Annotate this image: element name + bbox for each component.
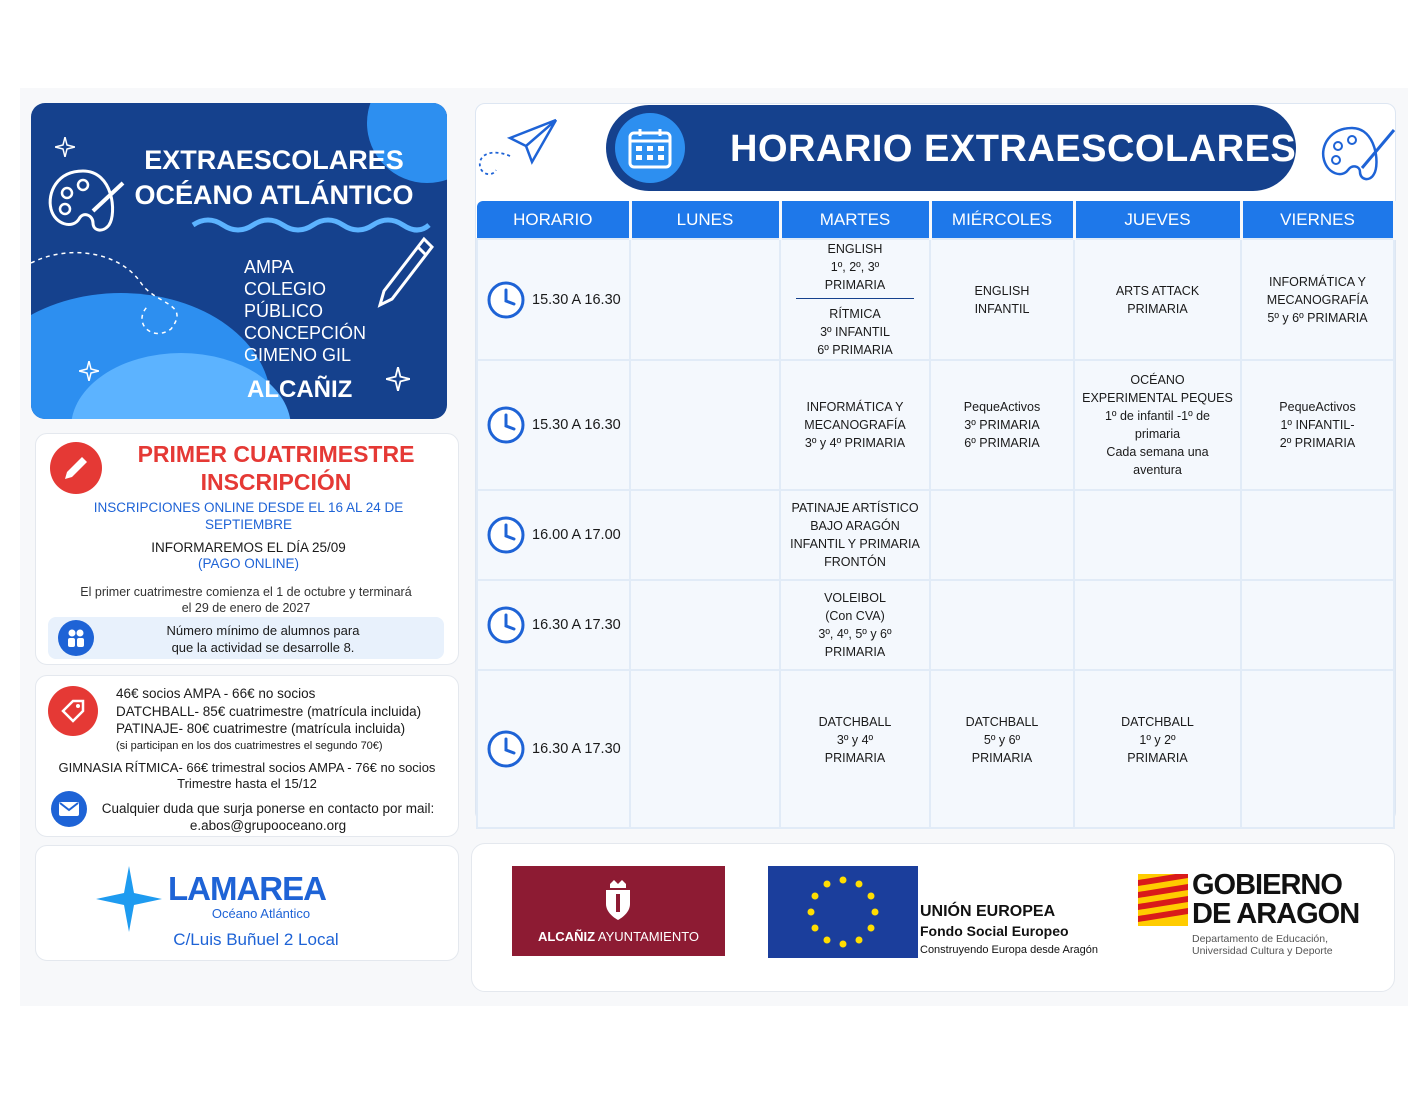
activity-line: 6º PRIMARIA xyxy=(817,343,893,357)
activity-line: 3º INFANTIL xyxy=(820,325,890,339)
minimum-students-text xyxy=(128,622,398,656)
header-lunes: LUNES xyxy=(630,201,780,239)
hero-title xyxy=(31,143,447,213)
activity-line: PequeActivos xyxy=(963,400,1041,414)
activity-line: PRIMARIA xyxy=(971,751,1033,765)
price-line: PATINAJE- 80€ cuatrimestre (matrícula incluida) xyxy=(116,721,406,736)
aragon-line2: DE ARAGON xyxy=(1192,898,1360,930)
clock-icon xyxy=(486,605,526,645)
pencil-badge-icon xyxy=(50,442,102,494)
cell-martes xyxy=(780,239,930,360)
time-cell xyxy=(477,490,630,580)
activity-line: DATCHBALL xyxy=(965,715,1039,729)
eu-stars-icon xyxy=(768,866,918,958)
activity-line: primaria xyxy=(1134,427,1181,441)
sparkle-icon xyxy=(79,361,99,381)
palette-icon xyxy=(1318,124,1398,186)
aragon-line1: GOBIERNO xyxy=(1192,869,1342,901)
alcaniz-ayuntamiento: AYUNTAMIENTO xyxy=(595,929,700,944)
cell-viernes xyxy=(1241,239,1394,360)
la-marea-address: C/Luis Buñuel 2 Local xyxy=(173,930,339,949)
time-cell xyxy=(477,360,630,490)
cell-jueves xyxy=(1074,490,1241,580)
cell-lunes xyxy=(630,670,780,828)
header-miercoles: MIÉRCOLES xyxy=(930,201,1074,239)
activity-line: VOLEIBOL xyxy=(824,591,886,605)
aragon-sub1: Departamento de Educación, xyxy=(1192,933,1329,945)
contact-line1: Cualquier duda que surja ponerse en contacto por mail: xyxy=(101,801,435,816)
calendar-icon xyxy=(615,113,685,183)
min-line1: Número mínimo de alumnos para xyxy=(166,623,360,638)
activity-line: PRIMARIA xyxy=(824,751,886,765)
activity-line: aventura xyxy=(1133,463,1182,477)
time-label: 16.00 A 17.00 xyxy=(532,527,621,543)
cell-jueves xyxy=(1074,670,1241,828)
activity-line: 5º y 6º xyxy=(983,733,1021,747)
cell-lunes xyxy=(630,490,780,580)
price-list xyxy=(116,685,421,755)
mail-icon xyxy=(51,791,87,827)
cell-lunes xyxy=(630,360,780,490)
contact-email[interactable]: e.abos@grupooceano.org xyxy=(189,818,347,833)
inscription-title-line1: PRIMER CUATRIMESTRE xyxy=(137,441,415,467)
hero-title-line1: EXTRAESCOLARES xyxy=(144,145,404,175)
inscription-card xyxy=(35,433,459,665)
time-label: 16.30 A 17.30 xyxy=(532,617,621,633)
clock-icon xyxy=(486,405,526,445)
price-line: 46€ socios AMPA - 66€ no socios xyxy=(116,686,316,701)
cell-jueves xyxy=(1074,360,1241,490)
activity-line: 6º PRIMARIA xyxy=(964,436,1040,450)
hero-org-line: AMPA xyxy=(244,257,294,277)
aragon-title xyxy=(1192,871,1359,929)
schedule-title: HORARIO EXTRAESCOLARES xyxy=(730,128,1297,170)
activity-line: BAJO ARAGÓN xyxy=(810,519,900,533)
hero-city: ALCAÑIZ xyxy=(247,376,353,403)
cell-miercoles xyxy=(930,239,1074,360)
activity-line: 1º, 2º, 3º xyxy=(830,260,880,274)
time-cell xyxy=(477,670,630,828)
schedule-table xyxy=(476,201,1396,829)
paper-plane-icon xyxy=(476,116,562,182)
activity-line: PRIMARIA xyxy=(1127,751,1188,765)
cell-jueves xyxy=(1074,580,1241,670)
inscription-title xyxy=(116,440,436,496)
gymnastics-price xyxy=(46,760,448,792)
time-cell xyxy=(477,239,630,360)
people-icon xyxy=(58,620,94,656)
activity-line: 3º PRIMARIA xyxy=(964,418,1040,432)
alcaniz-text xyxy=(512,929,725,944)
price-line: (si participan en los dos cuatrimestres el segundo 70€) xyxy=(116,739,383,752)
cell-lunes xyxy=(630,239,780,360)
cell-martes xyxy=(780,490,930,580)
cell-lunes xyxy=(630,580,780,670)
hero-title-line2: OCÉANO ATLÁNTICO xyxy=(134,180,414,210)
hero-organization xyxy=(244,256,366,366)
eu-title: UNIÓN EUROPEA xyxy=(920,903,1056,920)
sponsors-bar xyxy=(471,843,1395,992)
term-note-line1: El primer cuatrimestre comienza el 1 de octubre y terminará xyxy=(80,585,412,599)
activity-line: 2º PRIMARIA xyxy=(1279,436,1356,450)
header-horario: HORARIO xyxy=(477,201,630,239)
price-tag-icon xyxy=(48,686,98,736)
cell-viernes xyxy=(1241,490,1394,580)
schedule-row xyxy=(477,490,1394,580)
activity-line: PequeActivos xyxy=(1279,400,1356,414)
activity-line: 1º y 2º xyxy=(1139,733,1176,747)
inscription-dates-line2: SEPTIEMBRE xyxy=(204,517,293,532)
activity-line: EXPERIMENTAL PEQUES xyxy=(1082,391,1233,405)
activity-line: (Con CVA) xyxy=(825,609,885,623)
cell-jueves xyxy=(1074,239,1241,360)
activity-line: Cada semana una xyxy=(1106,445,1209,459)
hero-org-line: CONCEPCIÓN xyxy=(244,323,367,343)
alcaniz-crest-icon xyxy=(602,880,634,920)
activity-line: 1º INFANTIL- xyxy=(1280,418,1355,432)
time-label: 15.30 A 16.30 xyxy=(532,291,621,308)
header-jueves: JUEVES xyxy=(1074,201,1241,239)
activity-line: RÍTMICA xyxy=(829,307,881,321)
inscription-dates-line1: INSCRIPCIONES ONLINE DESDE EL 16 AL 24 DE xyxy=(93,500,404,515)
cell-viernes xyxy=(1241,670,1394,828)
cell-miercoles xyxy=(930,360,1074,490)
alcaniz-logo xyxy=(512,866,725,956)
cell-martes xyxy=(780,670,930,828)
la-marea-card xyxy=(35,845,459,961)
clock-icon xyxy=(486,280,526,320)
inscription-title-line2: INSCRIPCIÓN xyxy=(200,469,352,495)
hero-org-line: COLEGIO xyxy=(244,279,327,299)
activity-line: MECANOGRAFÍA xyxy=(804,418,906,432)
activity-line: MECANOGRAFÍA xyxy=(1266,292,1369,307)
clock-icon xyxy=(486,729,526,769)
activity-line: 5º y 6º PRIMARIA xyxy=(1267,310,1368,325)
activity-line: INFANTIL Y PRIMARIA xyxy=(790,537,920,551)
inscription-dates xyxy=(76,499,421,533)
prices-card xyxy=(35,675,459,837)
activity-line: PRIMARIA xyxy=(824,645,886,659)
activity-line: PRIMARIA xyxy=(824,278,886,292)
sparkle-icon xyxy=(386,367,410,391)
inform-date: INFORMAREMOS EL DÍA 25/09 xyxy=(151,540,346,555)
activity-line: ARTS ATTACK xyxy=(1115,283,1200,298)
hero-org-line: PÚBLICO xyxy=(244,301,324,321)
activity-line: 3º y 4º PRIMARIA xyxy=(804,436,906,450)
contact-text xyxy=(98,800,438,834)
activity-line: PRIMARIA xyxy=(1127,301,1188,316)
activity-line: INFORMÁTICA Y xyxy=(806,400,904,414)
activity-line: ENGLISH xyxy=(827,242,883,256)
gym-line1: GIMNASIA RÍTMICA- 66€ trimestral socios AMPA - 76€ no socios xyxy=(58,760,436,775)
activity-line: 1º de infantil -1º de xyxy=(1104,409,1211,423)
wave-decor xyxy=(191,215,431,235)
cell-viernes xyxy=(1241,360,1394,490)
cell-martes xyxy=(780,580,930,670)
cell-divider xyxy=(796,298,914,299)
cell-viernes xyxy=(1241,580,1394,670)
pencil-icon xyxy=(376,235,436,309)
inscription-inform xyxy=(76,540,421,572)
activity-line: INFORMÁTICA Y xyxy=(1268,274,1366,289)
price-line: DATCHBALL- 85€ cuatrimestre (matrícula incluida) xyxy=(116,703,422,719)
activity-line: PATINAJE ARTÍSTICO xyxy=(791,501,919,515)
hero-org-line: GIMENO GIL xyxy=(244,345,352,365)
cell-miercoles xyxy=(930,580,1074,670)
gym-line2: Trimestre hasta el 15/12 xyxy=(177,776,317,791)
schedule-row xyxy=(477,670,1394,828)
schedule-row xyxy=(477,239,1394,360)
eu-fund: Fondo Social Europeo xyxy=(920,923,1069,939)
star-logo-icon xyxy=(96,866,162,932)
payment-note: (PAGO ONLINE) xyxy=(197,556,299,571)
term-note-line2: el 29 de enero de 2027 xyxy=(181,601,311,615)
activity-line: 3º, 4º, 5º y 6º xyxy=(818,627,892,641)
activity-line: 3º y 4º xyxy=(836,733,874,747)
term-note xyxy=(56,584,436,616)
activity-line: FRONTÓN xyxy=(824,555,886,569)
header-martes: MARTES xyxy=(780,201,930,239)
minimum-students-box xyxy=(48,617,444,659)
activity-line: INFANTIL xyxy=(974,301,1030,316)
activity-line: ENGLISH xyxy=(974,283,1030,298)
activity-line: DATCHBALL xyxy=(818,715,892,729)
aragon-sub2: Universidad Cultura y Deporte xyxy=(1192,945,1333,957)
cell-martes xyxy=(780,360,930,490)
schedule-row xyxy=(477,580,1394,670)
alcaniz-name: ALCAÑIZ xyxy=(537,929,596,944)
time-label: 16.30 A 17.30 xyxy=(532,741,621,757)
schedule-row xyxy=(477,360,1394,490)
eu-flag xyxy=(768,866,918,958)
time-label: 15.30 A 16.30 xyxy=(532,417,621,433)
schedule-header-row xyxy=(477,201,1394,239)
eu-motto: Construyendo Europa desde Aragón xyxy=(920,944,1098,956)
activity-line: DATCHBALL xyxy=(1121,715,1194,729)
la-marea-logo: LAMAREA xyxy=(168,870,326,907)
dashed-path-decor xyxy=(31,243,191,343)
sparkle-icon xyxy=(55,137,75,157)
aragon-flag-icon xyxy=(1138,874,1188,926)
cell-miercoles xyxy=(930,490,1074,580)
la-marea-subtitle: Océano Atlántico xyxy=(211,906,311,921)
time-cell xyxy=(477,580,630,670)
min-line2: que la actividad se desarrolle 8. xyxy=(171,640,355,655)
hero-card xyxy=(31,103,447,419)
clock-icon xyxy=(486,515,526,555)
activity-line: OCÉANO xyxy=(1130,373,1185,387)
header-viernes: VIERNES xyxy=(1241,201,1394,239)
cell-miercoles xyxy=(930,670,1074,828)
aragon-department xyxy=(1192,933,1333,957)
